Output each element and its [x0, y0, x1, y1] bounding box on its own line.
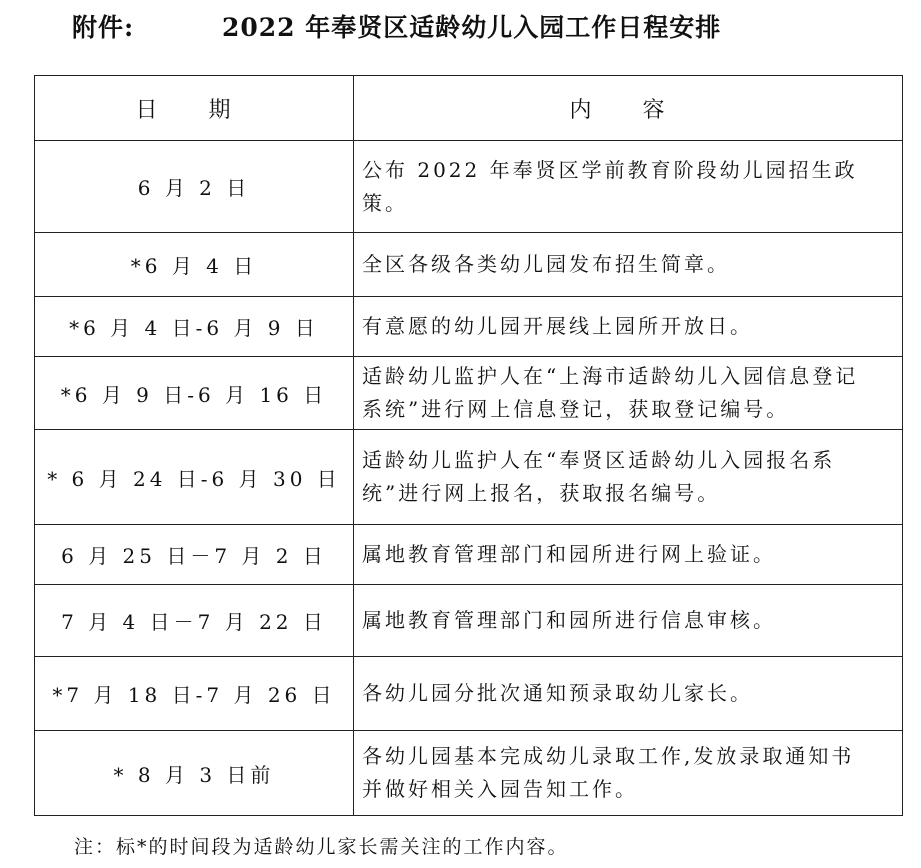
row-date: 7 月 4 日－7 月 22 日: [35, 585, 354, 657]
table-row: [35, 430, 903, 525]
row-content: 属地教育管理部门和园所进行信息审核。: [354, 585, 903, 657]
schedule-table: [34, 75, 903, 816]
document-title: 2022 年奉贤区适龄幼儿入园工作日程安排: [222, 13, 722, 42]
row-content: 全区各级各类幼儿园发布招生简章。: [354, 233, 903, 297]
row-date: *6 月 9 日-6 月 16 日: [35, 357, 354, 430]
row-content: 适龄幼儿监护人在“上海市适龄幼儿入园信息登记系统”进行网上信息登记，获取登记编号。: [354, 357, 903, 430]
row-date: * 8 月 3 日前: [35, 731, 354, 816]
column-header-content: 内 容: [354, 76, 903, 141]
footnote: 注：标*的时间段为适龄幼儿家长需关注的工作内容。: [74, 836, 569, 858]
table-row: [35, 525, 903, 585]
row-date: 6 月 2 日: [35, 141, 354, 233]
table-row: [35, 141, 903, 233]
table-row: [35, 731, 903, 816]
row-content: 有意愿的幼儿园开展线上园所开放日。: [354, 297, 903, 357]
table-header-row: [35, 76, 903, 141]
row-content: 各幼儿园分批次通知预录取幼儿家长。: [354, 657, 903, 731]
table-row: [35, 357, 903, 430]
row-date: *6 月 4 日-6 月 9 日: [35, 297, 354, 357]
attachment-label: 附件:: [72, 13, 135, 42]
table-row: [35, 297, 903, 357]
column-header-date: 日 期: [35, 76, 354, 141]
table-row: [35, 585, 903, 657]
row-content: 适龄幼儿监护人在“奉贤区适龄幼儿入园报名系统”进行网上报名，获取报名编号。: [354, 430, 903, 525]
row-date: 6 月 25 日－7 月 2 日: [35, 525, 354, 585]
row-content: 各幼儿园基本完成幼儿录取工作,发放录取通知书并做好相关入园告知工作。: [354, 731, 903, 816]
row-content: 公布 2022 年奉贤区学前教育阶段幼儿园招生政策。: [354, 141, 903, 233]
document-header: [0, 8, 921, 42]
row-date: * 6 月 24 日-6 月 30 日: [35, 430, 354, 525]
row-date: *7 月 18 日-7 月 26 日: [35, 657, 354, 731]
row-date: *6 月 4 日: [35, 233, 354, 297]
table-row: [35, 657, 903, 731]
table-row: [35, 233, 903, 297]
row-content: 属地教育管理部门和园所进行网上验证。: [354, 525, 903, 585]
